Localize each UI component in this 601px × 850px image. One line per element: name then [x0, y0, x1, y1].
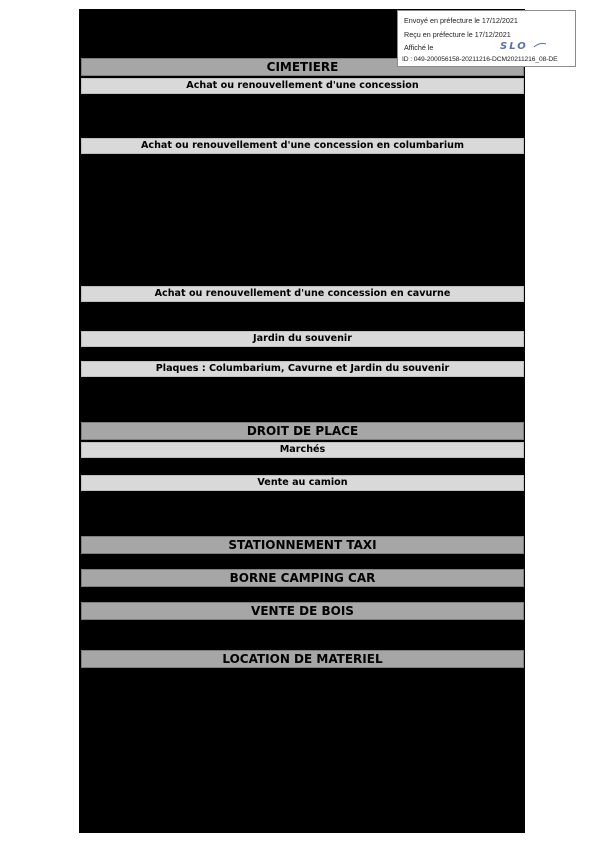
- section-header-droit-de-place: DROIT DE PLACE: [81, 422, 524, 440]
- tariff-sheet: [79, 9, 525, 833]
- subsection-achat-columbarium: Achat ou renouvellement d'une concession en columbarium: [81, 138, 524, 154]
- subsection-achat-concession: Achat ou renouvellement d'une concession: [81, 78, 524, 94]
- section-header-stationnement-taxi: STATIONNEMENT TAXI: [81, 536, 524, 554]
- stamp-envoye: Envoyé en préfecture le 17/12/2021: [404, 16, 518, 25]
- section-header-location-materiel: LOCATION DE MATERIEL: [81, 650, 524, 668]
- stamp-affiche: Affiché le: [404, 43, 434, 52]
- stamp-recu: Reçu en préfecture le 17/12/2021: [404, 30, 511, 39]
- stamp-id: ID : 049-200056158-20211216-DCM20211216_08-DE: [402, 56, 558, 63]
- subsection-achat-cavurne: Achat ou renouvellement d'une concession en cavurne: [81, 286, 524, 302]
- subsection-plaques: Plaques : Columbarium, Cavurne et Jardin du souvenir: [81, 361, 524, 377]
- prefecture-stamp: [397, 10, 576, 67]
- section-header-borne-camping-car: BORNE CAMPING CAR: [81, 569, 524, 587]
- subsection-vente-camion: Vente au camion: [81, 475, 524, 491]
- slo-logo: [498, 39, 548, 51]
- svg-text:SLO: SLO: [500, 41, 528, 51]
- section-header-vente-de-bois: VENTE DE BOIS: [81, 602, 524, 620]
- subsection-jardin-souvenir: Jardin du souvenir: [81, 331, 524, 347]
- subsection-marches: Marchés: [81, 442, 524, 458]
- section-header-cimetiere: CIMETIERE: [81, 58, 524, 76]
